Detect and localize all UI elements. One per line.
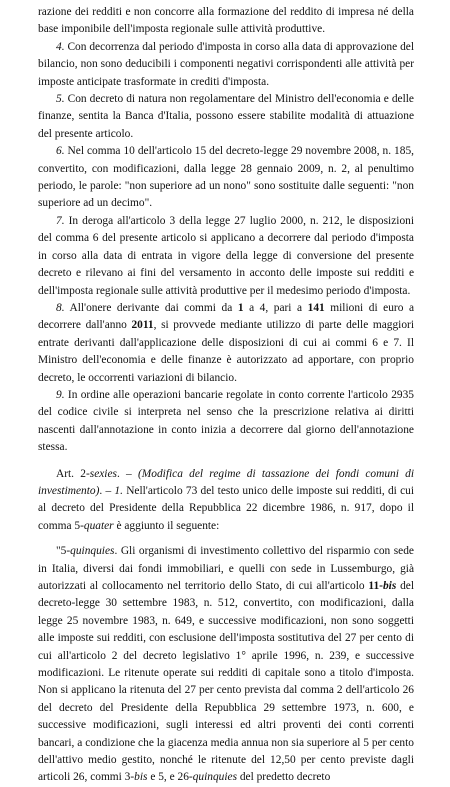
paragraph-text: . Gli organismi di investimento collettivo del risparmio con sede in Italia, diversi dai fondi immobiliari, e quelli con sede in Lussemburgo, già autorizzati al collocamento nel territorio dello Stato, di cui all'articolo xyxy=(38,545,414,592)
italic-term: quater xyxy=(83,519,114,532)
article-dash: . – xyxy=(116,467,138,480)
paragraph-text: del decreto-legge 30 settembre 1983, n. 512, convertito, con modificazioni, dalla legge 25 novembre 1983, n. 649, e successive modificazioni, non sono soggetti alle imposte sui redditi, con esclusione dell'imposta sostitutiva del 27 per cento di cui all'articolo 2 del decreto legislativo 1° aprile 1996, n. 239, e successive modificazioni. Le ritenute operate sui redditi di capitale sono a titolo d'imposta. Non si applicano la ritenuta del 27 per cento prevista dal comma 2 dell'articolo 26 del decreto del Presidente della Repubblica 29 settembre 1973, n. 600, e successive modificazioni, sugli interessi ed altri proventi dei conti correnti bancari, a condizione che la giacenza media annua non sia superiore al 5 per cento dell'attivo medio gestito, nonché le ritenute del 12,50 per cento previste dagli articoli 26, commi 3- xyxy=(38,580,415,784)
paragraph-comma-4 xyxy=(38,39,414,91)
paragraph-comma-9 xyxy=(38,387,414,457)
paragraph-text: razione dei redditi e non concorre alla formazione del reddito di impresa né della base imponibile dell'imposta regionale sulle attività produttive. xyxy=(38,6,414,36)
comma-number: 4. xyxy=(56,40,65,53)
bold-number: 11- xyxy=(368,580,383,592)
italic-term: quinquies xyxy=(70,545,115,558)
italic-term: bis xyxy=(134,771,148,784)
article-dash: . – xyxy=(99,484,115,497)
spacer xyxy=(38,535,414,543)
article-label: Art. 2- xyxy=(56,467,90,480)
paragraph-text: Con decreto di natura non regolamentare del Ministro dell'economia e delle finanze, sentita la Banca d'Italia, possono essere stabilite modalità di attuazione del presente articolo. xyxy=(38,93,414,140)
paragraph-text: In ordine alle operazioni bancarie regolate in conto corrente l'articolo 2935 del codice civile si interpreta nel senso che la prescrizione relativa ai diritti nascenti dall'annotazione in conto inizia a decorrere dal giorno dell'annotazione stessa. xyxy=(38,388,414,454)
bold-number: 141 xyxy=(307,301,325,314)
paragraph-text: "5- xyxy=(56,545,71,558)
comma-number: 5. xyxy=(56,93,65,106)
article-heading-paragraph xyxy=(38,466,414,536)
paragraph-comma-5 xyxy=(38,91,414,143)
article-title: (Modifica del regime di tassazione dei fondi comuni di investimento) xyxy=(38,467,414,497)
spacer xyxy=(38,457,414,466)
paragraph-comma-8 xyxy=(38,300,414,387)
comma-number: 7. xyxy=(56,214,65,227)
italic-term: quinquies xyxy=(192,771,237,784)
paragraph-continuation xyxy=(38,4,414,39)
paragraph-text: milioni di euro a decorrere dall'anno xyxy=(38,301,414,332)
comma-number: 9. xyxy=(56,388,65,401)
paragraph-text: del predetto decreto xyxy=(237,771,331,784)
comma-number: 6. xyxy=(56,145,65,158)
paragraph-text: e 5, e 26- xyxy=(147,771,193,784)
bold-number: 1 xyxy=(237,301,244,314)
paragraph-text: Nell'articolo 73 del testo unico delle imposte sui redditi, di cui al decreto del Presidente della Repubblica 22 dicembre 1986, n. 917, dopo il comma 5- xyxy=(38,484,414,532)
paragraph-text: Nel comma 10 dell'articolo 15 del decreto-legge 29 novembre 2008, n. 185, convertito, con modificazioni, dalla legge 28 gennaio 2009, n. 2, al penultimo periodo, le parole: "non superiore ad un nono" sono sostituite dalle seguenti: "non superiore ad un decimo". xyxy=(38,145,414,210)
article-suffix: sexies xyxy=(89,467,117,480)
italic-term: bis xyxy=(382,580,397,592)
paragraph-text: In deroga all'articolo 3 della legge 27 luglio 2000, n. 212, le disposizioni del comma 6 del presente articolo si applicano a decorrere dal periodo d'imposta in corso alla data di entrata in vigore della legge di conversione del presente decreto e rilevano ai fini del versamento in acconto delle imposte sui redditi e dell'imposta regionale sulle attività produttive per il medesimo periodo d'imposta. xyxy=(38,214,414,297)
paragraph-text: , si provvede mediante utilizzo di parte delle maggiori entrate derivanti dall'applicazione delle disposizioni di cui ai commi 6 e 7. Il Ministro dell'economia e delle finanze è autorizzato ad apportare, con proprio decreto, le occorrenti variazioni di bilancio. xyxy=(38,319,415,384)
comma-number: 1. xyxy=(114,484,123,497)
comma-number: 8. xyxy=(56,301,65,314)
paragraph-comma-7 xyxy=(38,213,414,300)
paragraph-text: a 4, pari a xyxy=(243,301,308,314)
paragraph-text: All'onere derivante dai commi da xyxy=(64,301,238,314)
bold-number: 2011 xyxy=(131,319,154,332)
quoted-comma xyxy=(38,543,414,787)
paragraph-comma-6 xyxy=(38,143,414,213)
paragraph-text: è aggiunto il seguente: xyxy=(113,519,220,532)
paragraph-text: Con decorrenza dal periodo d'imposta in corso alla data di approvazione del bilancio, non sono deducibili i componenti negativi corrispondenti alle attività per imposte anticipate trasformate in crediti d'imposta. xyxy=(38,40,414,88)
